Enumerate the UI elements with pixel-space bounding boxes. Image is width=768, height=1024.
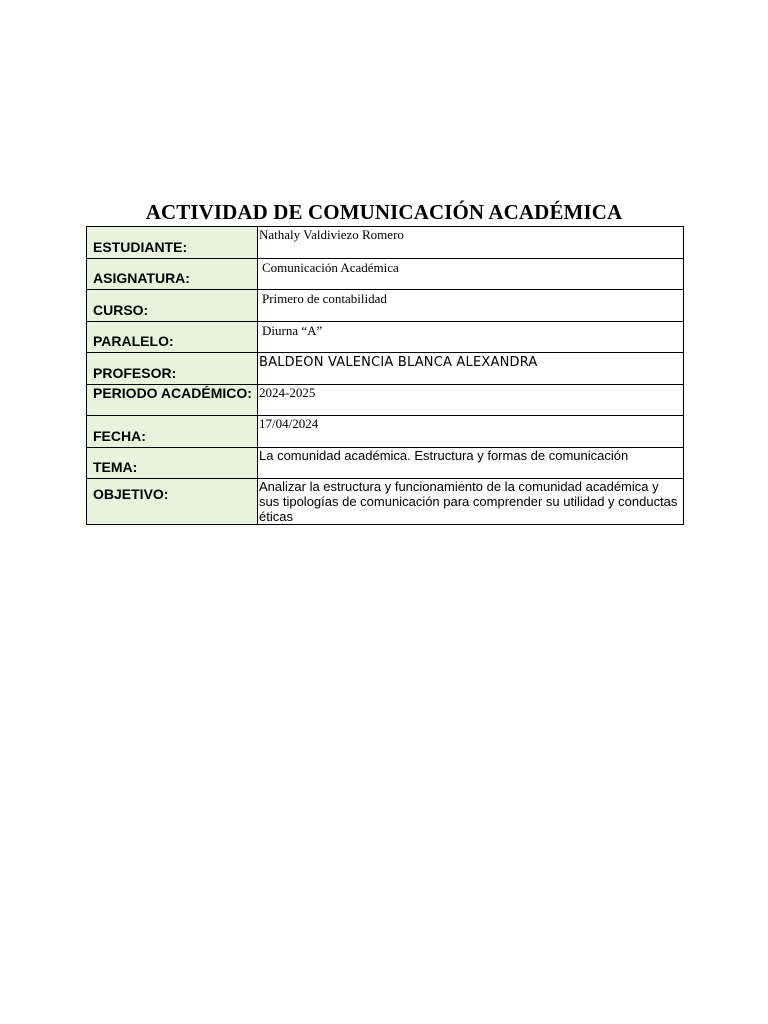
table-row-objetivo (87, 479, 684, 525)
label-estudiante: ESTUDIANTE: (87, 227, 258, 259)
table-row-estudiante (87, 227, 684, 259)
table-row-asignatura (87, 258, 684, 290)
value-periodo-academico: 2024-2025 (258, 384, 684, 416)
document-title: ACTIVIDAD DE COMUNICACIÓN ACADÉMICA (145, 200, 623, 224)
table-row-periodo (87, 384, 684, 416)
table-row-paralelo (87, 321, 684, 353)
activity-info-table (86, 226, 684, 525)
value-fecha: 17/04/2024 (258, 416, 684, 448)
label-objetivo: OBJETIVO: (87, 479, 258, 525)
value-paralelo: Diurna “A” (258, 321, 684, 353)
label-asignatura: ASIGNATURA: (87, 258, 258, 290)
table-row-fecha (87, 416, 684, 448)
table-row-profesor (87, 353, 684, 385)
value-profesor: BALDEON VALENCIA BLANCA ALEXANDRA (258, 353, 684, 385)
table-row-tema (87, 447, 684, 479)
label-profesor: PROFESOR: (87, 353, 258, 385)
value-estudiante: Nathaly Valdiviezo Romero (258, 227, 684, 259)
label-fecha: FECHA: (87, 416, 258, 448)
label-curso: CURSO: (87, 290, 258, 322)
value-asignatura: Comunicación Académica (258, 258, 684, 290)
label-tema: TEMA: (87, 447, 258, 479)
value-curso: Primero de contabilidad (258, 290, 684, 322)
table-row-curso (87, 290, 684, 322)
label-paralelo: PARALELO: (87, 321, 258, 353)
label-periodo-academico: PERIODO ACADÉMICO: (87, 384, 258, 416)
value-objetivo: Analizar la estructura y funcionamiento de la comunidad académica y sus tipologías de comunicación para comprender su utilidad y conductas éticas (258, 479, 684, 525)
value-tema: La comunidad académica. Estructura y formas de comunicación (258, 447, 684, 479)
